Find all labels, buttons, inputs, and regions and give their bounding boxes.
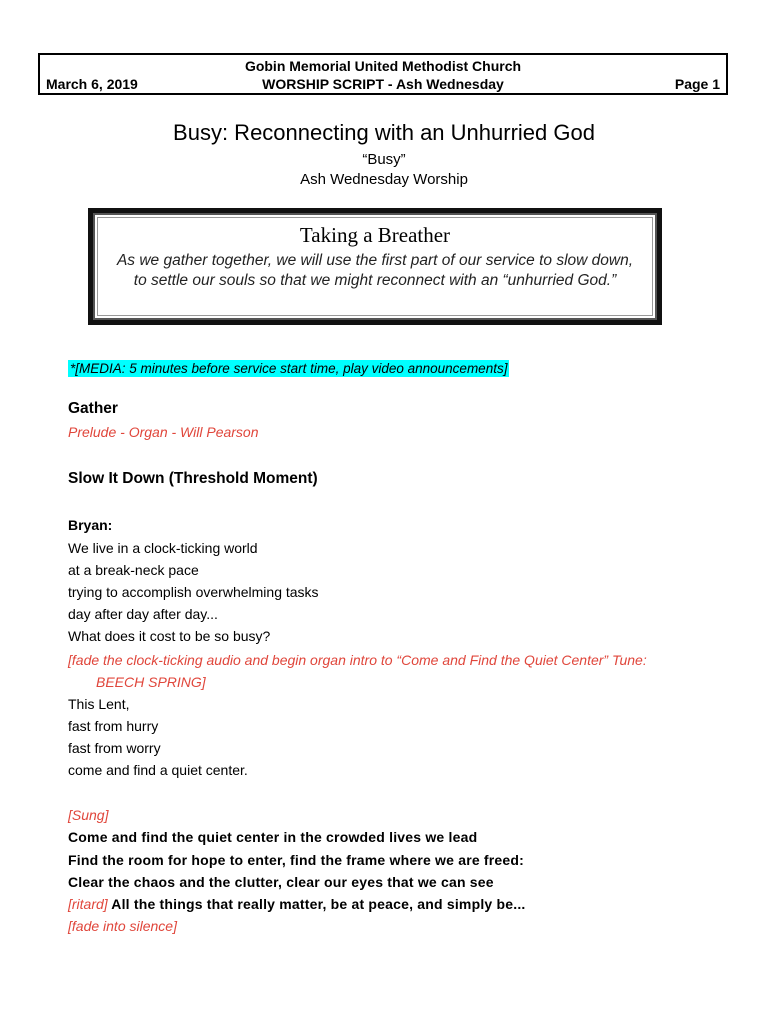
script-line: What does it cost to be so busy? <box>68 628 271 644</box>
script-line: trying to accomplish overwhelming tasks <box>68 584 319 600</box>
lyric-line: Find the room for hope to enter, find the frame where we are freed: <box>68 852 525 868</box>
fade-direction: [fade into silence] <box>68 918 177 934</box>
lyric-line-last <box>68 896 526 912</box>
page-number: Page 1 <box>674 76 720 92</box>
lyric-line: Clear the chaos and the clutter, clear our eyes that we can see <box>68 874 494 890</box>
script-line: This Lent, <box>68 696 130 712</box>
script-line: at a break-neck pace <box>68 562 199 578</box>
stage-direction-cont: BEECH SPRING] <box>96 674 206 690</box>
speaker-label: Bryan: <box>68 517 113 533</box>
sung-direction: [Sung] <box>68 807 109 823</box>
script-line: fast from worry <box>68 740 161 756</box>
ritard-direction: [ritard] <box>68 896 108 912</box>
service-date: March 6, 2019 <box>46 76 138 92</box>
church-name: Gobin Memorial United Methodist Church <box>244 58 522 74</box>
gather-heading: Gather <box>68 400 118 417</box>
script-line: day after day after day... <box>68 606 218 622</box>
sermon-title: Busy: Reconnecting with an Unhurried God <box>173 120 595 145</box>
breather-line-2: to settle our souls so that we might reconnect with an “unhurried God.” <box>133 272 617 289</box>
lyric-text: All the things that really matter, be at peace, and simply be... <box>107 896 526 912</box>
slow-heading: Slow It Down (Threshold Moment) <box>68 470 318 487</box>
media-note: *[MEDIA: 5 minutes before service start time, play video announcements] <box>70 361 508 376</box>
page-header <box>38 53 728 95</box>
sermon-subtitle: “Busy” <box>362 151 406 168</box>
prelude-line: Prelude - Organ - Will Pearson <box>68 424 259 440</box>
breather-text <box>101 251 649 291</box>
breather-line-1: As we gather together, we will use the first part of our service to slow down, <box>116 252 634 269</box>
breather-box <box>88 208 662 325</box>
script-line: We live in a clock-ticking world <box>68 540 258 556</box>
script-line: come and find a quiet center. <box>68 762 248 778</box>
script-title: WORSHIP SCRIPT - Ash Wednesday <box>262 76 504 92</box>
lyric-line: Come and find the quiet center in the crowded lives we lead <box>68 829 478 845</box>
breather-title: Taking a Breather <box>299 223 451 247</box>
service-name: Ash Wednesday Worship <box>300 171 468 188</box>
stage-direction: [fade the clock-ticking audio and begin organ intro to “Come and Find the Quiet Center” Tune: <box>68 652 647 668</box>
script-line: fast from hurry <box>68 718 159 734</box>
